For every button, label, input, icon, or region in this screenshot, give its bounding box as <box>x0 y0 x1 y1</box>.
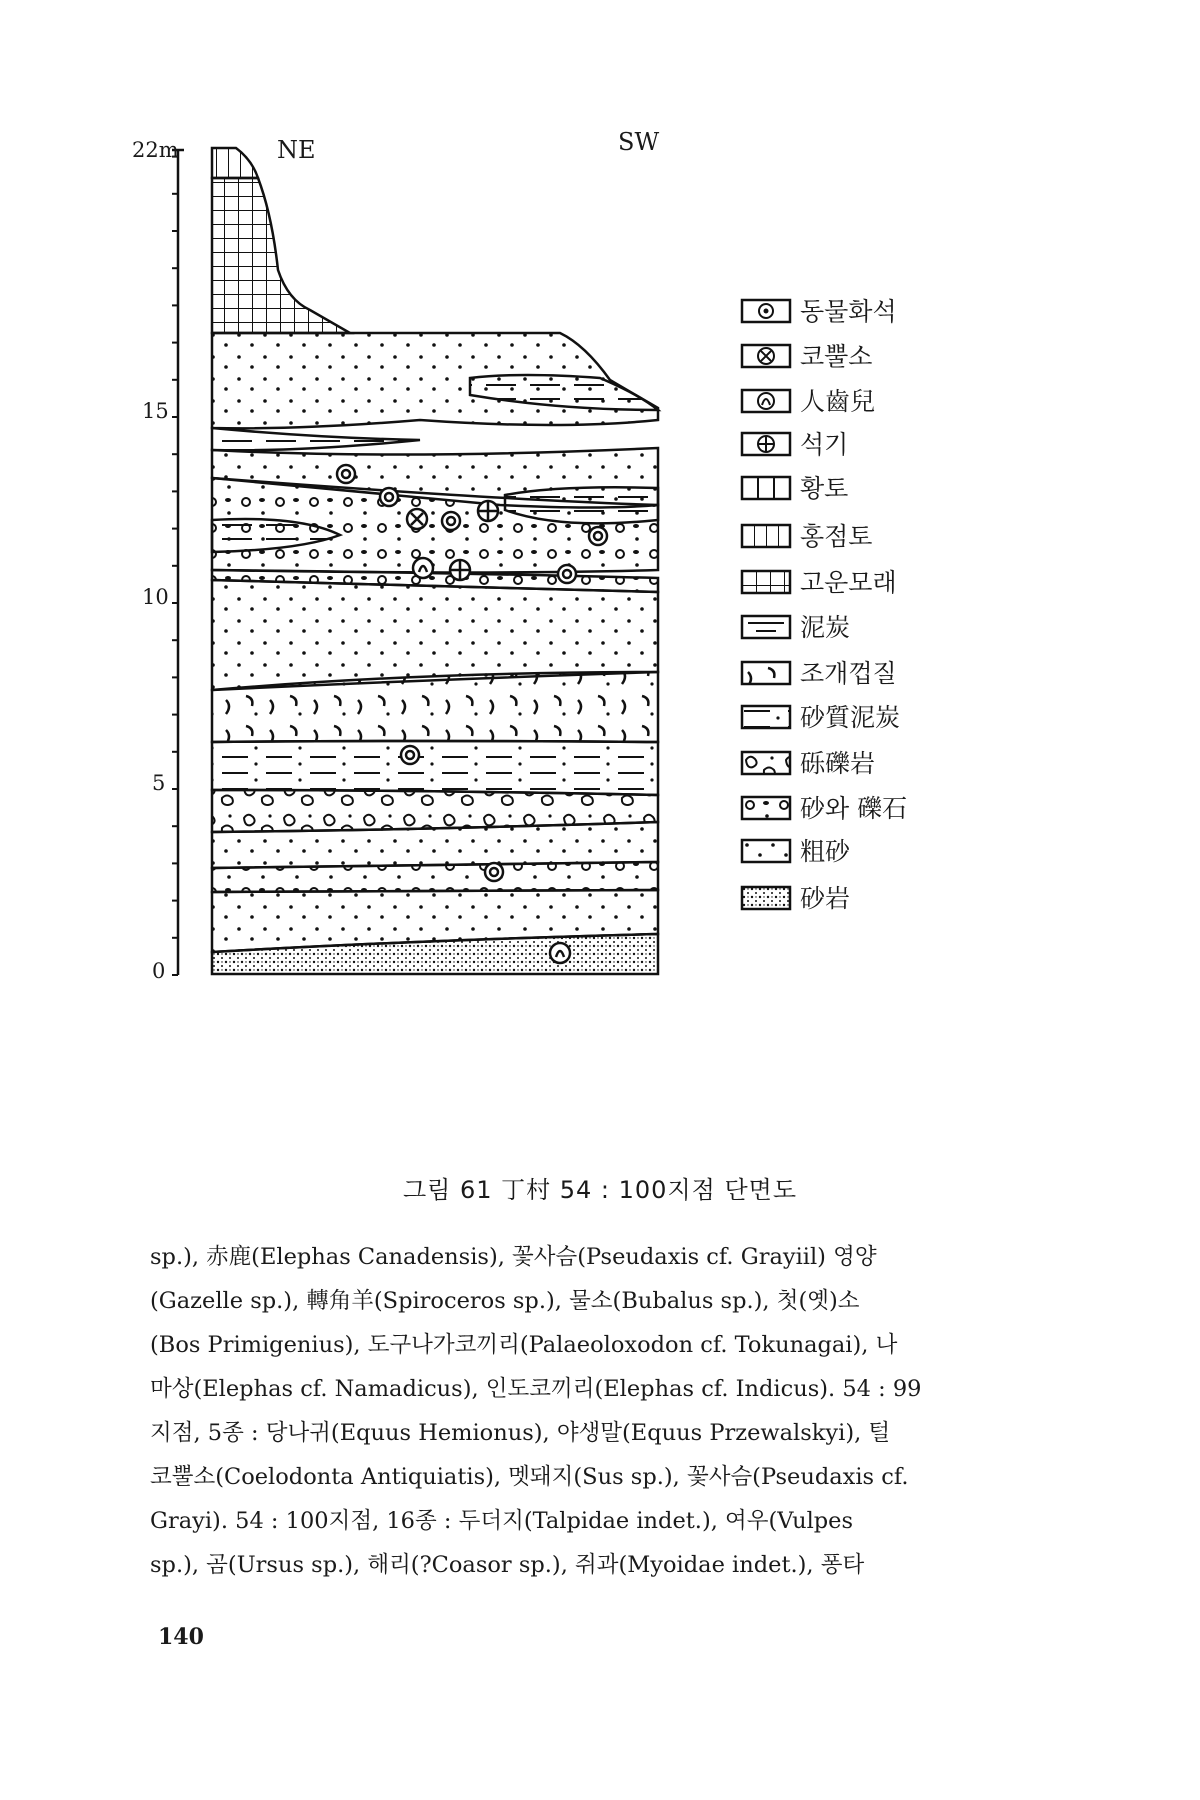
body-line: 지점, 5종 : 당나귀(Equus Hemionus), 야생말(Equus Przewalskyi), 털 <box>150 1420 891 1446</box>
axis-label-10: 10 <box>142 585 169 609</box>
direction-sw: SW <box>618 128 660 156</box>
legend-icon-dash-dot <box>742 706 790 728</box>
fossil-marker <box>337 465 355 483</box>
body-line: Grayi). 54 : 100지점, 16종 : 두더지(Talpidae indet.), 여우(Vulpes <box>150 1508 854 1534</box>
legend-icon-sandstone <box>742 887 790 909</box>
layer-sandy-peat <box>212 741 658 795</box>
layer-sand-gravel <box>212 862 658 892</box>
legend-label: 砂質泥炭 <box>800 703 901 732</box>
fossil-marker <box>485 863 503 881</box>
body-line: sp.), 赤鹿(Elephas Canadensis), 꽃사슴(Pseudaxis cf. Grayiil) 영양 <box>150 1244 877 1270</box>
section-column <box>212 148 658 974</box>
tool-marker <box>450 560 470 580</box>
legend-icon-circle-cross <box>742 345 790 367</box>
legend-label: 황토 <box>800 474 849 503</box>
layer-red-clay <box>212 148 258 178</box>
legend-icon-coarse-sand <box>742 840 790 862</box>
legend-label: 砾礫岩 <box>800 749 876 778</box>
body-line: sp.), 곰(Ursus sp.), 해리(?Coasor sp.), 쥐과(Myoidae indet.), 퐁타 <box>150 1552 865 1578</box>
tooth-marker <box>413 558 433 578</box>
body-line: 코뿔소(Coelodonta Antiquiatis), 멧돼지(Sus sp.), 꽃사슴(Pseudaxis cf. <box>150 1464 909 1490</box>
body-line: (Bos Primigenius), 도구나가코끼리(Palaeoloxodon cf. Tokunagai), 나 <box>150 1332 898 1358</box>
axis-label-15: 15 <box>142 399 169 423</box>
legend-label: 고운모래 <box>800 568 897 597</box>
legend-icon-conglomerate <box>742 752 790 774</box>
legend-icon-grid <box>742 477 790 499</box>
fossil-marker <box>442 512 460 530</box>
figure-caption: 그림 61 丁村 54 : 100지점 단면도 <box>402 1176 798 1204</box>
page-number: 140 <box>158 1624 204 1650</box>
legend-icon-vertical-lines <box>742 525 790 547</box>
axis-label-5: 5 <box>152 771 166 795</box>
legend-label: 人齒兒 <box>800 387 876 416</box>
body-line: (Gazelle sp.), 轉角羊(Spiroceros sp.), 물소(Bubalus sp.), 첫(옛)소 <box>150 1288 860 1314</box>
legend-label: 석기 <box>800 430 849 459</box>
legend-icon-circle-dot <box>742 300 790 322</box>
tooth-marker <box>550 943 570 963</box>
legend-icon-circle-tooth <box>742 390 790 412</box>
legend-label: 조개껍질 <box>800 659 897 688</box>
fossil-marker <box>380 488 398 506</box>
legend-icon-dashes <box>742 616 790 638</box>
legend-label: 砂와 礫石 <box>800 794 908 823</box>
legend-label: 砂岩 <box>800 884 851 913</box>
rhino-marker <box>407 509 427 529</box>
body-text <box>150 1235 1055 1587</box>
legend-label: 홍점토 <box>800 522 873 551</box>
legend-icon-shell <box>742 662 790 684</box>
legend-label: 동물화석 <box>800 297 897 326</box>
layer-loess <box>212 178 350 333</box>
axis-label-0: 0 <box>152 959 166 983</box>
legend-icon-fine-grid <box>742 571 790 593</box>
legend-icon-circle-plus <box>742 433 790 455</box>
fossil-marker <box>589 527 607 545</box>
layer-peat-lens-2 <box>212 428 420 450</box>
legend <box>742 297 907 913</box>
fossil-marker <box>401 746 419 764</box>
fossil-marker <box>558 565 576 583</box>
depth-axis <box>132 138 184 983</box>
legend-label: 泥炭 <box>800 613 851 642</box>
direction-ne: NE <box>277 136 316 164</box>
tool-marker <box>478 501 498 521</box>
axis-label-22: 22m <box>132 138 179 162</box>
body-line: 마상(Elephas cf. Namadicus), 인도코끼리(Elephas cf. Indicus). 54 : 99 <box>150 1376 922 1402</box>
legend-icon-sand-gravel <box>742 797 790 819</box>
legend-label: 粗砂 <box>800 837 851 866</box>
legend-label: 코뿔소 <box>800 342 873 371</box>
